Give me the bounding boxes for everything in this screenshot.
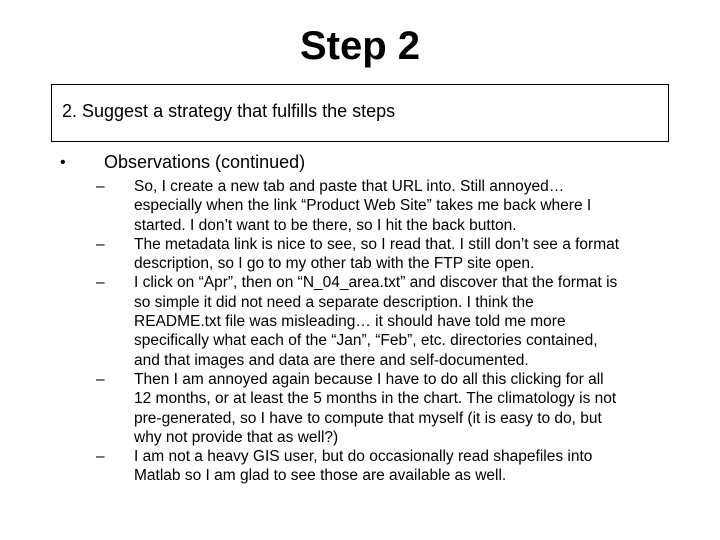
dash-marker: – (96, 448, 105, 466)
text-line: Then I am annoyed again because I have to do all this clicking for all (134, 370, 604, 388)
dash-marker: – (96, 274, 105, 292)
text-line: pre-generated, so I have to compute that myself (it is easy to do, but (134, 409, 602, 427)
list-item-text (134, 370, 706, 447)
list-item-text (134, 235, 706, 274)
list-item (96, 447, 706, 486)
list-item (96, 235, 706, 274)
text-line: so simple it did not need a separate description. I think the (134, 293, 534, 311)
text-line: especially when the link “Product Web Site” takes me back where I (134, 197, 592, 215)
text-line: So, I create a new tab and paste that URL into. Still annoyed… (134, 178, 565, 195)
text-line: specifically what each of the “Jan”, “Feb”, etc. directories contained, (134, 332, 598, 350)
text-line: README.txt file was misleading… it should have told me more (134, 313, 566, 331)
list-item-text (134, 447, 706, 486)
dash-marker: – (96, 370, 105, 388)
dash-marker: – (96, 235, 105, 253)
text-line: The metadata link is nice to see, so I read that. I still don’t see a format (134, 235, 620, 253)
text-line: 12 months, or at least the 5 months in the chart. The climatology is not (134, 390, 617, 408)
text-line: description, so I go to my other tab with the FTP site open. (134, 255, 535, 273)
slide-title: Step 2 (299, 24, 421, 68)
text-line: Matlab so I am glad to see those are available as well. (134, 467, 507, 485)
text-line: I click on “Apr”, then on “N_04_area.txt” and discover that the format is (134, 274, 618, 292)
list-item-text (134, 273, 706, 369)
observations-list (96, 177, 706, 486)
text-line: I am not a heavy GIS user, but do occasionally read shapefiles into (134, 448, 593, 466)
dash-marker: – (96, 178, 105, 195)
strategy-box (51, 84, 669, 142)
list-item (96, 177, 706, 235)
strategy-text: 2. Suggest a strategy that fulfills the steps (62, 101, 396, 121)
text-line: why not provide that as well?) (134, 428, 339, 446)
list-item (96, 370, 706, 447)
observations-heading: Observations (continued) (104, 152, 306, 172)
list-item-text (134, 177, 706, 235)
text-line: started. I don’t want to be there, so I hit the back button. (134, 216, 517, 234)
list-item (96, 273, 706, 369)
bullet-marker: • (60, 154, 66, 171)
text-line: and that images and data are there and self-documented. (134, 351, 529, 369)
